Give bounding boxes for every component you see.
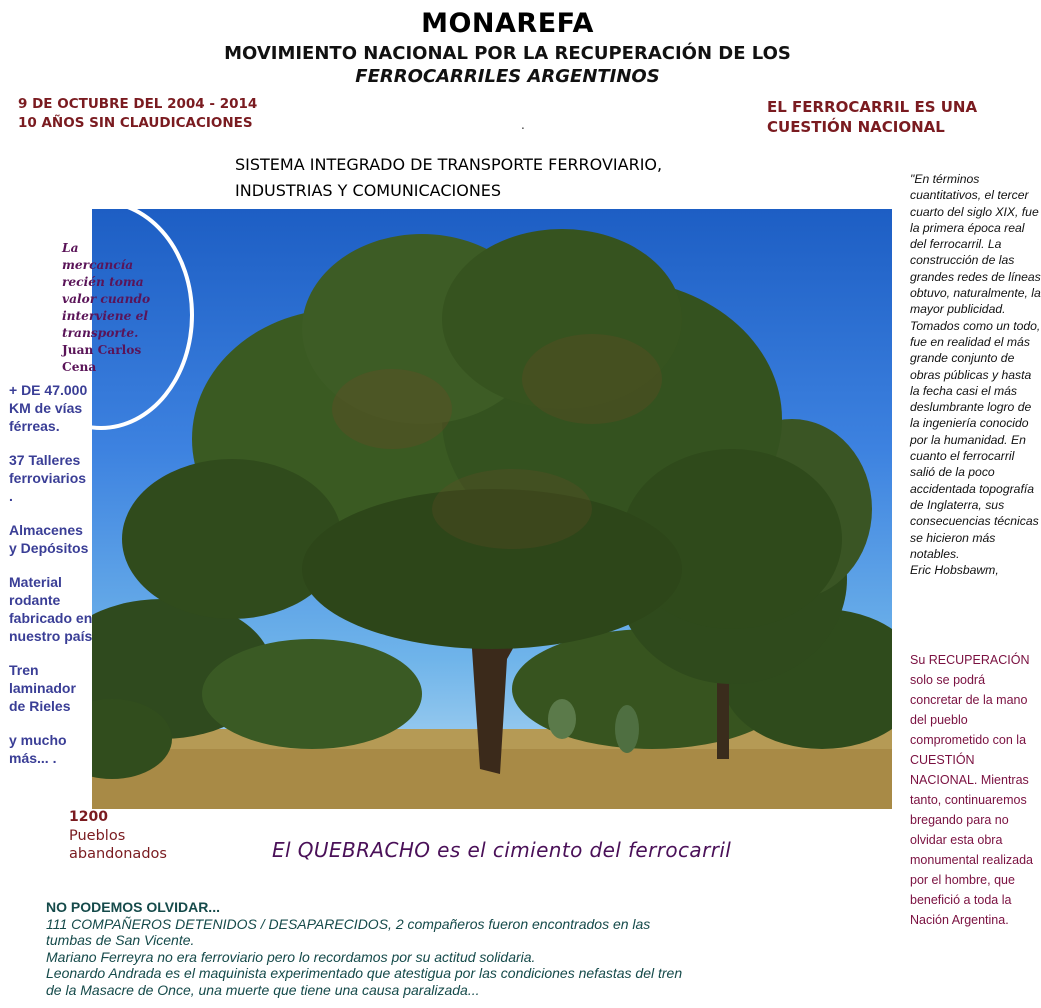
hobsbawm-author: Eric Hobsbawm, [910,563,999,578]
remembrance-heading: NO PODEMOS OLVIDAR... [46,899,220,915]
page-subtitle [0,42,1015,88]
quebracho-caption: El QUEBRACHO es el cimiento del ferrocarril [272,838,732,862]
railway-stats-list [9,381,93,783]
stat-km-tracks: + DE 47.000 KM de vías férreas. [9,382,88,434]
system-heading [235,152,662,204]
national-issue-line-1: EL FERROCARRIL ES UNA [767,98,978,116]
stat-rolling-stock: Material rodante fabricado en nuestro país [9,574,93,644]
subtitle-line-2: FERROCARRILES ARGENTINOS [355,66,660,87]
quote-author: Juan Carlos [62,343,142,357]
hobsbawm-quote [910,171,1041,578]
stat-warehouses: Almacenes y Depósitos [9,522,89,556]
quote-line: La mercancía [62,241,134,272]
villages-count: 1200 [69,809,108,825]
page-title: MONAREFA [421,8,594,39]
subtitle-line-1: MOVIMIENTO NACIONAL POR LA RECUPERACIÓN DE LOS [224,43,791,64]
quote-line: transporte. [62,326,139,340]
stat-more: y mucho más... . [9,732,67,766]
quote-line: valor cuando [62,292,151,306]
villages-label-line-1: Pueblos [69,828,126,844]
cena-quote [62,240,152,376]
national-issue-line-2: CUESTIÓN NACIONAL [767,118,945,136]
villages-label-line-2: abandonados [69,846,167,862]
tree-illustration [92,209,892,809]
national-issue-heading [767,97,977,137]
system-line-2: INDUSTRIAS Y COMUNICACIONES [235,181,502,200]
date-range: 9 DE OCTUBRE DEL 2004 - 2014 [18,96,258,112]
remembrance-line: de la Masacre de Once, una muerte que tiene una causa paralizada... [46,981,480,998]
quote-line: recién toma [62,275,144,289]
years-statement: 10 AÑOS SIN CLAUDICACIONES [18,115,253,131]
recovery-statement: Su RECUPERACIÓN solo se podrá concretar de la mano del pueblo comprometido con la CUESTIÓN NACIONAL. Mientras tanto, continuaremos bregando para no olvidar esta obra monumental realizada por el hombre, que benefició a toda la Nación Argentina. [910,653,1033,927]
remembrance-line: Leonardo Andrada es el maquinista experimentado que atestigua por las condiciones nefastas del tren [46,965,683,981]
villages-label [69,827,167,863]
quote-line: interviene el [62,309,149,323]
system-line-1: SISTEMA INTEGRADO DE TRANSPORTE FERROVIARIO, [235,155,663,174]
remembrance-line: 111 COMPAÑEROS DETENIDOS / DESAPARECIDOS, 2 compañeros fueron encontrados en las [46,915,651,932]
quote-author-surname: Cena [62,360,97,374]
remembrance-section [46,899,746,998]
remembrance-line: tumbas de San Vicente. [46,932,195,948]
hobsbawm-quote-text: "En términos cuantitativos, el tercer cuarto del siglo XIX, fue la primera época real del ferrocarril. La construcción de las grandes redes de líneas obtuvo, naturalmente, la mayor publicidad. Tomados como un todo, fue en realidad el más grande conjunto de obras públicas y hasta la fecha casi el más deslumbrante logro de la ingeniería conocido por la humanidad. En cuanto el ferrocarril salió de la poco accidentada topografía de Inglaterra, sus consecuencias técnicas se hicieron más notables. [910,172,1041,561]
stray-dot: . [521,118,525,132]
remembrance-line: Mariano Ferreyra no era ferroviario pero lo recordamos por su actitud solidaria. [46,948,536,965]
quebracho-tree-photo [92,209,892,809]
stat-rail-mill: Tren laminador de Rieles [9,662,76,714]
anniversary-dates [18,95,257,133]
stat-workshops: 37 Talleres ferroviarios . [9,452,87,504]
